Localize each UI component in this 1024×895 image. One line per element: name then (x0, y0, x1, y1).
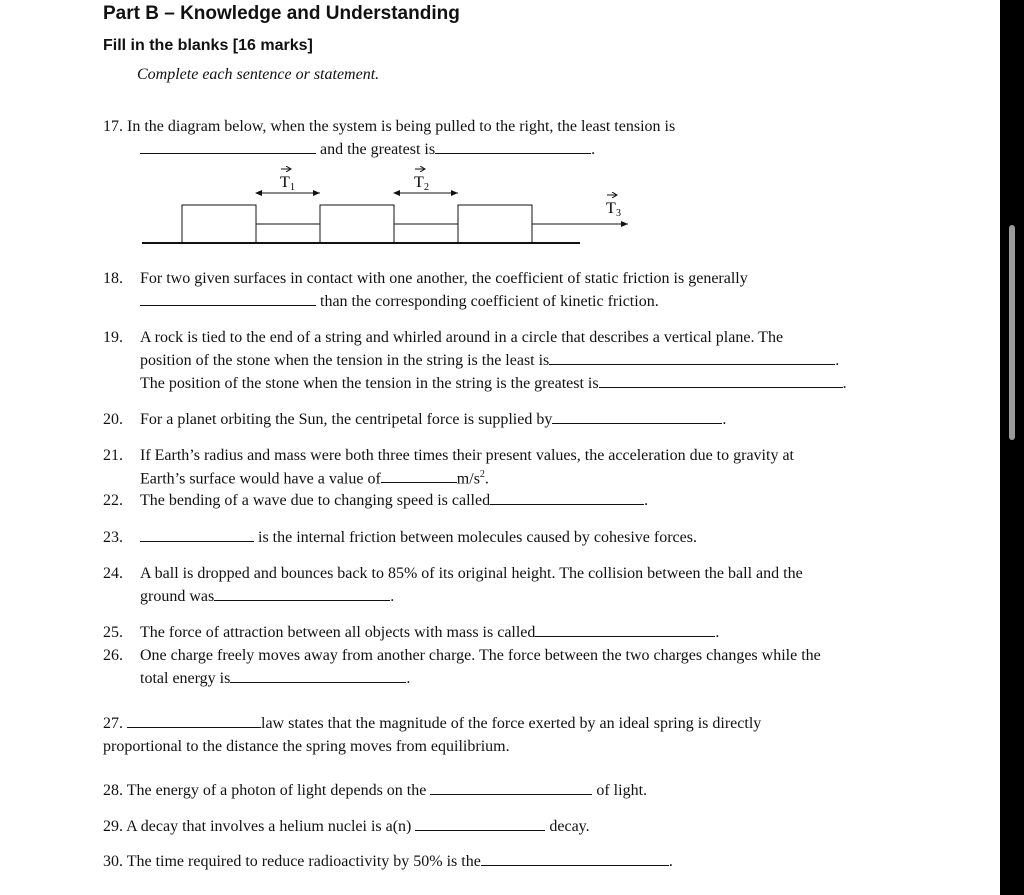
block-3 (458, 205, 532, 243)
q17-line1: 17. In the diagram below, when the system is being pulled to the right, the least tension is (103, 118, 676, 135)
svg-text:T: T (414, 174, 424, 191)
q24-line2: ground was . (140, 588, 395, 605)
q26-line2: total energy is . (140, 670, 411, 687)
q26-number: 26. (103, 647, 123, 664)
q17-blank-least[interactable] (140, 141, 316, 154)
q18-number: 18. (103, 270, 123, 287)
t3-label (606, 195, 621, 219)
q22-line1: The bending of a wave due to changing speed is called . (140, 492, 649, 509)
q22-number: 22. (103, 492, 123, 509)
vertical-scrollbar[interactable] (1009, 225, 1015, 440)
q26-line1: One charge freely moves away from another charge. The force between the two charges changes while the (140, 647, 821, 664)
q21-number: 21. (103, 447, 123, 464)
q24-line1: A ball is dropped and bounces back to 85% of its original height. The collision between the ball and the (140, 565, 803, 582)
t2-label (414, 169, 429, 193)
q28-line1: 28. The energy of a photon of light depends on the of light. (103, 782, 648, 799)
q18-blank[interactable] (140, 293, 316, 306)
q28-blank[interactable] (430, 782, 592, 795)
q27-blank[interactable] (127, 715, 261, 728)
q24-number: 24. (103, 565, 123, 582)
q23-number: 23. (103, 529, 123, 546)
q19-blank-least[interactable] (549, 352, 835, 365)
q20-blank[interactable] (552, 411, 722, 424)
q19-number: 19. (103, 329, 123, 346)
q23-blank[interactable] (140, 529, 254, 542)
q25-blank[interactable] (535, 624, 715, 637)
q29-line1: 29. A decay that involves a helium nuclei is a(n) decay. (103, 818, 590, 835)
svg-text:1: 1 (290, 182, 295, 193)
t1-label (280, 169, 295, 193)
q18-line2: than the corresponding coefficient of kinetic friction. (140, 293, 659, 311)
block-2 (320, 205, 394, 243)
q22-blank[interactable] (490, 492, 644, 505)
svg-text:T: T (606, 200, 616, 217)
svg-text:T: T (280, 174, 290, 191)
tension-diagram (130, 160, 650, 255)
q27-line2: proportional to the distance the spring moves from equilibrium. (103, 738, 510, 755)
q17-blank-greatest[interactable] (435, 141, 591, 154)
part-title: Part B – Knowledge and Understanding (103, 3, 460, 24)
q18-line1: For two given surfaces in contact with one another, the coefficient of static friction is generally (140, 270, 748, 287)
q21-line1: If Earth’s radius and mass were both three times their present values, the acceleration due to gravity at (140, 447, 794, 464)
q27-line1: 27. law states that the magnitude of the force exerted by an ideal spring is directly (103, 715, 762, 732)
q17-line2: and the greatest is . (140, 141, 595, 159)
q21-line2: Earth’s surface would have a value of $m/s^2$. (140, 469, 489, 488)
q19-line2: position of the stone when the tension in the string is the least is . (140, 352, 840, 369)
q23-line1: is the internal friction between molecules caused by cohesive forces. (140, 529, 697, 547)
svg-text:3: 3 (616, 208, 621, 219)
svg-text:2: 2 (424, 182, 429, 193)
q21-blank[interactable] (381, 470, 457, 483)
q20-number: 20. (103, 411, 123, 428)
q30-line1: 30. The time required to reduce radioactivity by 50% is the . (103, 853, 673, 870)
q30-blank[interactable] (481, 853, 669, 866)
q29-blank[interactable] (415, 818, 545, 831)
q25-number: 25. (103, 624, 123, 641)
block-1 (182, 205, 256, 243)
q19-line1: A rock is tied to the end of a string and whirled around in a circle that describes a vertical plane. The (140, 329, 784, 346)
q26-blank[interactable] (230, 670, 406, 683)
q19-blank-greatest[interactable] (599, 375, 843, 388)
q19-line3: The position of the stone when the tension in the string is the greatest is . (140, 375, 847, 392)
instruction-text: Complete each sentence or statement. (137, 66, 380, 83)
q25-line1: The force of attraction between all objects with mass is called . (140, 624, 720, 641)
q20-line1: For a planet orbiting the Sun, the centripetal force is supplied by . (140, 411, 727, 428)
section-title: Fill in the blanks [16 marks] (103, 37, 313, 54)
q24-blank[interactable] (214, 588, 390, 601)
